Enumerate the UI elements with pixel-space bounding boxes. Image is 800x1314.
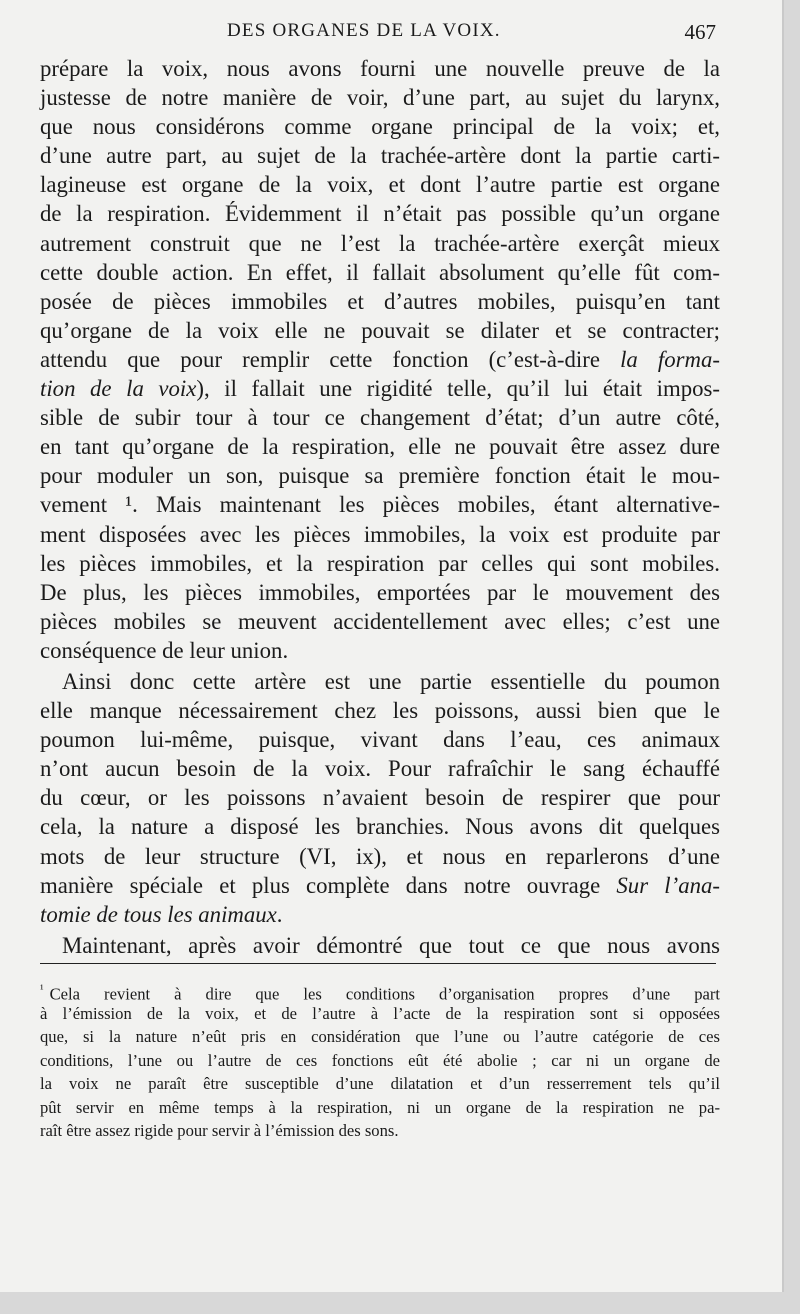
footnote-line: que, si la nature n’eût pris en considération que l’une ou l’autre catégorie de ces [40,1027,720,1046]
text-line: cette double action. En effet, il fallait absolument qu’elle fût com- [40,259,720,285]
text-line: posée de pièces immobiles et d’autres mobiles, puisqu’en tant [40,288,720,314]
text-line: n’ont aucun besoin de la voix. Pour rafraîchir le sang échauffé [40,756,720,782]
footnote-line: conditions, l’une ou l’autre de ces fonctions eût été abolie ; car ni un organe de [40,1050,720,1070]
text-line: attendu que pour remplir cette fonction (c’est-à-dire la forma- [40,346,720,372]
text-line: tion de la voix), il fallait une rigidité telle, qu’il lui était impos- [40,376,721,402]
text-line: lagineuse est organe de la voix, et dont l’autre partie est organe [40,172,720,198]
paragraph-3 [40,931,720,960]
italic-phrase: la forma- [620,346,720,372]
footnote-line: à l’émission de la voix, et de l’autre à l’acte de la respiration sont si opposées [40,1003,720,1023]
page-number: 467 [684,20,716,44]
text-line: du cœur, or les poissons n’avaient besoin de respirer que pour [40,785,720,811]
footnote-rule [40,963,716,964]
text-line: ment disposées avec les pièces immobiles, la voix est produite par [40,521,720,547]
page-header [40,14,716,42]
italic-phrase: Sur l’ana- [616,872,720,898]
main-text [40,54,720,960]
footnote-line: raît être assez rigide pour servir à l’émission des sons. [40,1121,399,1140]
text-line: que nous considérons comme organe principal de la voix; et, [40,114,720,140]
text-line: autrement construit que ne l’est la trachée-artère exerçât mieux [40,230,720,256]
text-line: Ainsi donc cette artère est une partie essentielle du poumon [62,668,720,694]
text-line: prépare la voix, nous avons fourni une nouvelle preuve de la [40,56,720,81]
paragraph-1 [40,54,720,665]
text-line: pièces mobiles se meuvent accidentellement avec elles; c’est une [40,608,720,634]
text-line: conséquence de leur union. [40,637,289,663]
italic-phrase: tion de la voix [40,376,197,402]
text-line: cela, la nature a disposé les branchies. Nous avons dit quelques [40,814,720,840]
italic-phrase: tomie de tous les animaux [40,901,277,927]
text-line: justesse de notre manière de voir, d’une part, au sujet du larynx, [40,85,720,111]
text-line: Maintenant, après avoir démontré que tout ce que nous avons [62,932,720,958]
footnote-line-text: Cela revient à dire que les conditions d’organisation propres d’une part [49,984,720,1004]
text-line: manière spéciale et plus complète dans notre ouvrage Sur l’ana- [40,872,720,898]
paragraph-2 [40,667,720,929]
text-line: De plus, les pièces immobiles, emportées par le mouvement des [40,579,720,605]
text-line: d’une autre part, au sujet de la trachée-artère dont la partie carti- [40,143,720,169]
footnote-line [40,978,720,1002]
footnote [40,978,720,1143]
text-line: en tant qu’organe de la respiration, elle ne pouvait être assez dure [40,434,720,460]
text-line: mots de leur structure (VI, ix), et nous en reparlerons d’une [40,843,720,869]
footnote-line: la voix ne paraît être susceptible d’une dilatation et d’un resserrement tels qu’il [40,1074,720,1093]
text-line: poumon lui-même, puisque, vivant dans l’eau, ces animaux [40,727,720,753]
text-line: qu’organe de la voix elle ne pouvait se dilater et se contracter; [40,317,720,343]
running-title: DES ORGANES DE LA VOIX. [227,20,501,41]
text-line: de la respiration. Évidemment il n’était pas possible qu’un organe [40,201,720,227]
footnote-marker: ¹ [40,982,44,996]
footnote-line: pût servir en même temps à la respiration, ni un organe de la respiration ne pa- [40,1097,720,1117]
text-line: tomie de tous les animaux. [40,901,283,927]
text-line: elle manque nécessairement chez les poissons, aussi bien que le [40,698,720,724]
text-line: vement ¹. Mais maintenant les pièces mobiles, étant alternative- [40,492,720,518]
text-line: sible de subir tour à tour ce changement d’état; d’un autre côté, [40,405,720,431]
text-line: pour moduler un son, puisque sa première fonction était le mou- [40,463,720,489]
text-line: les pièces immobiles, et la respiration par celles qui sont mobiles. [40,550,720,576]
